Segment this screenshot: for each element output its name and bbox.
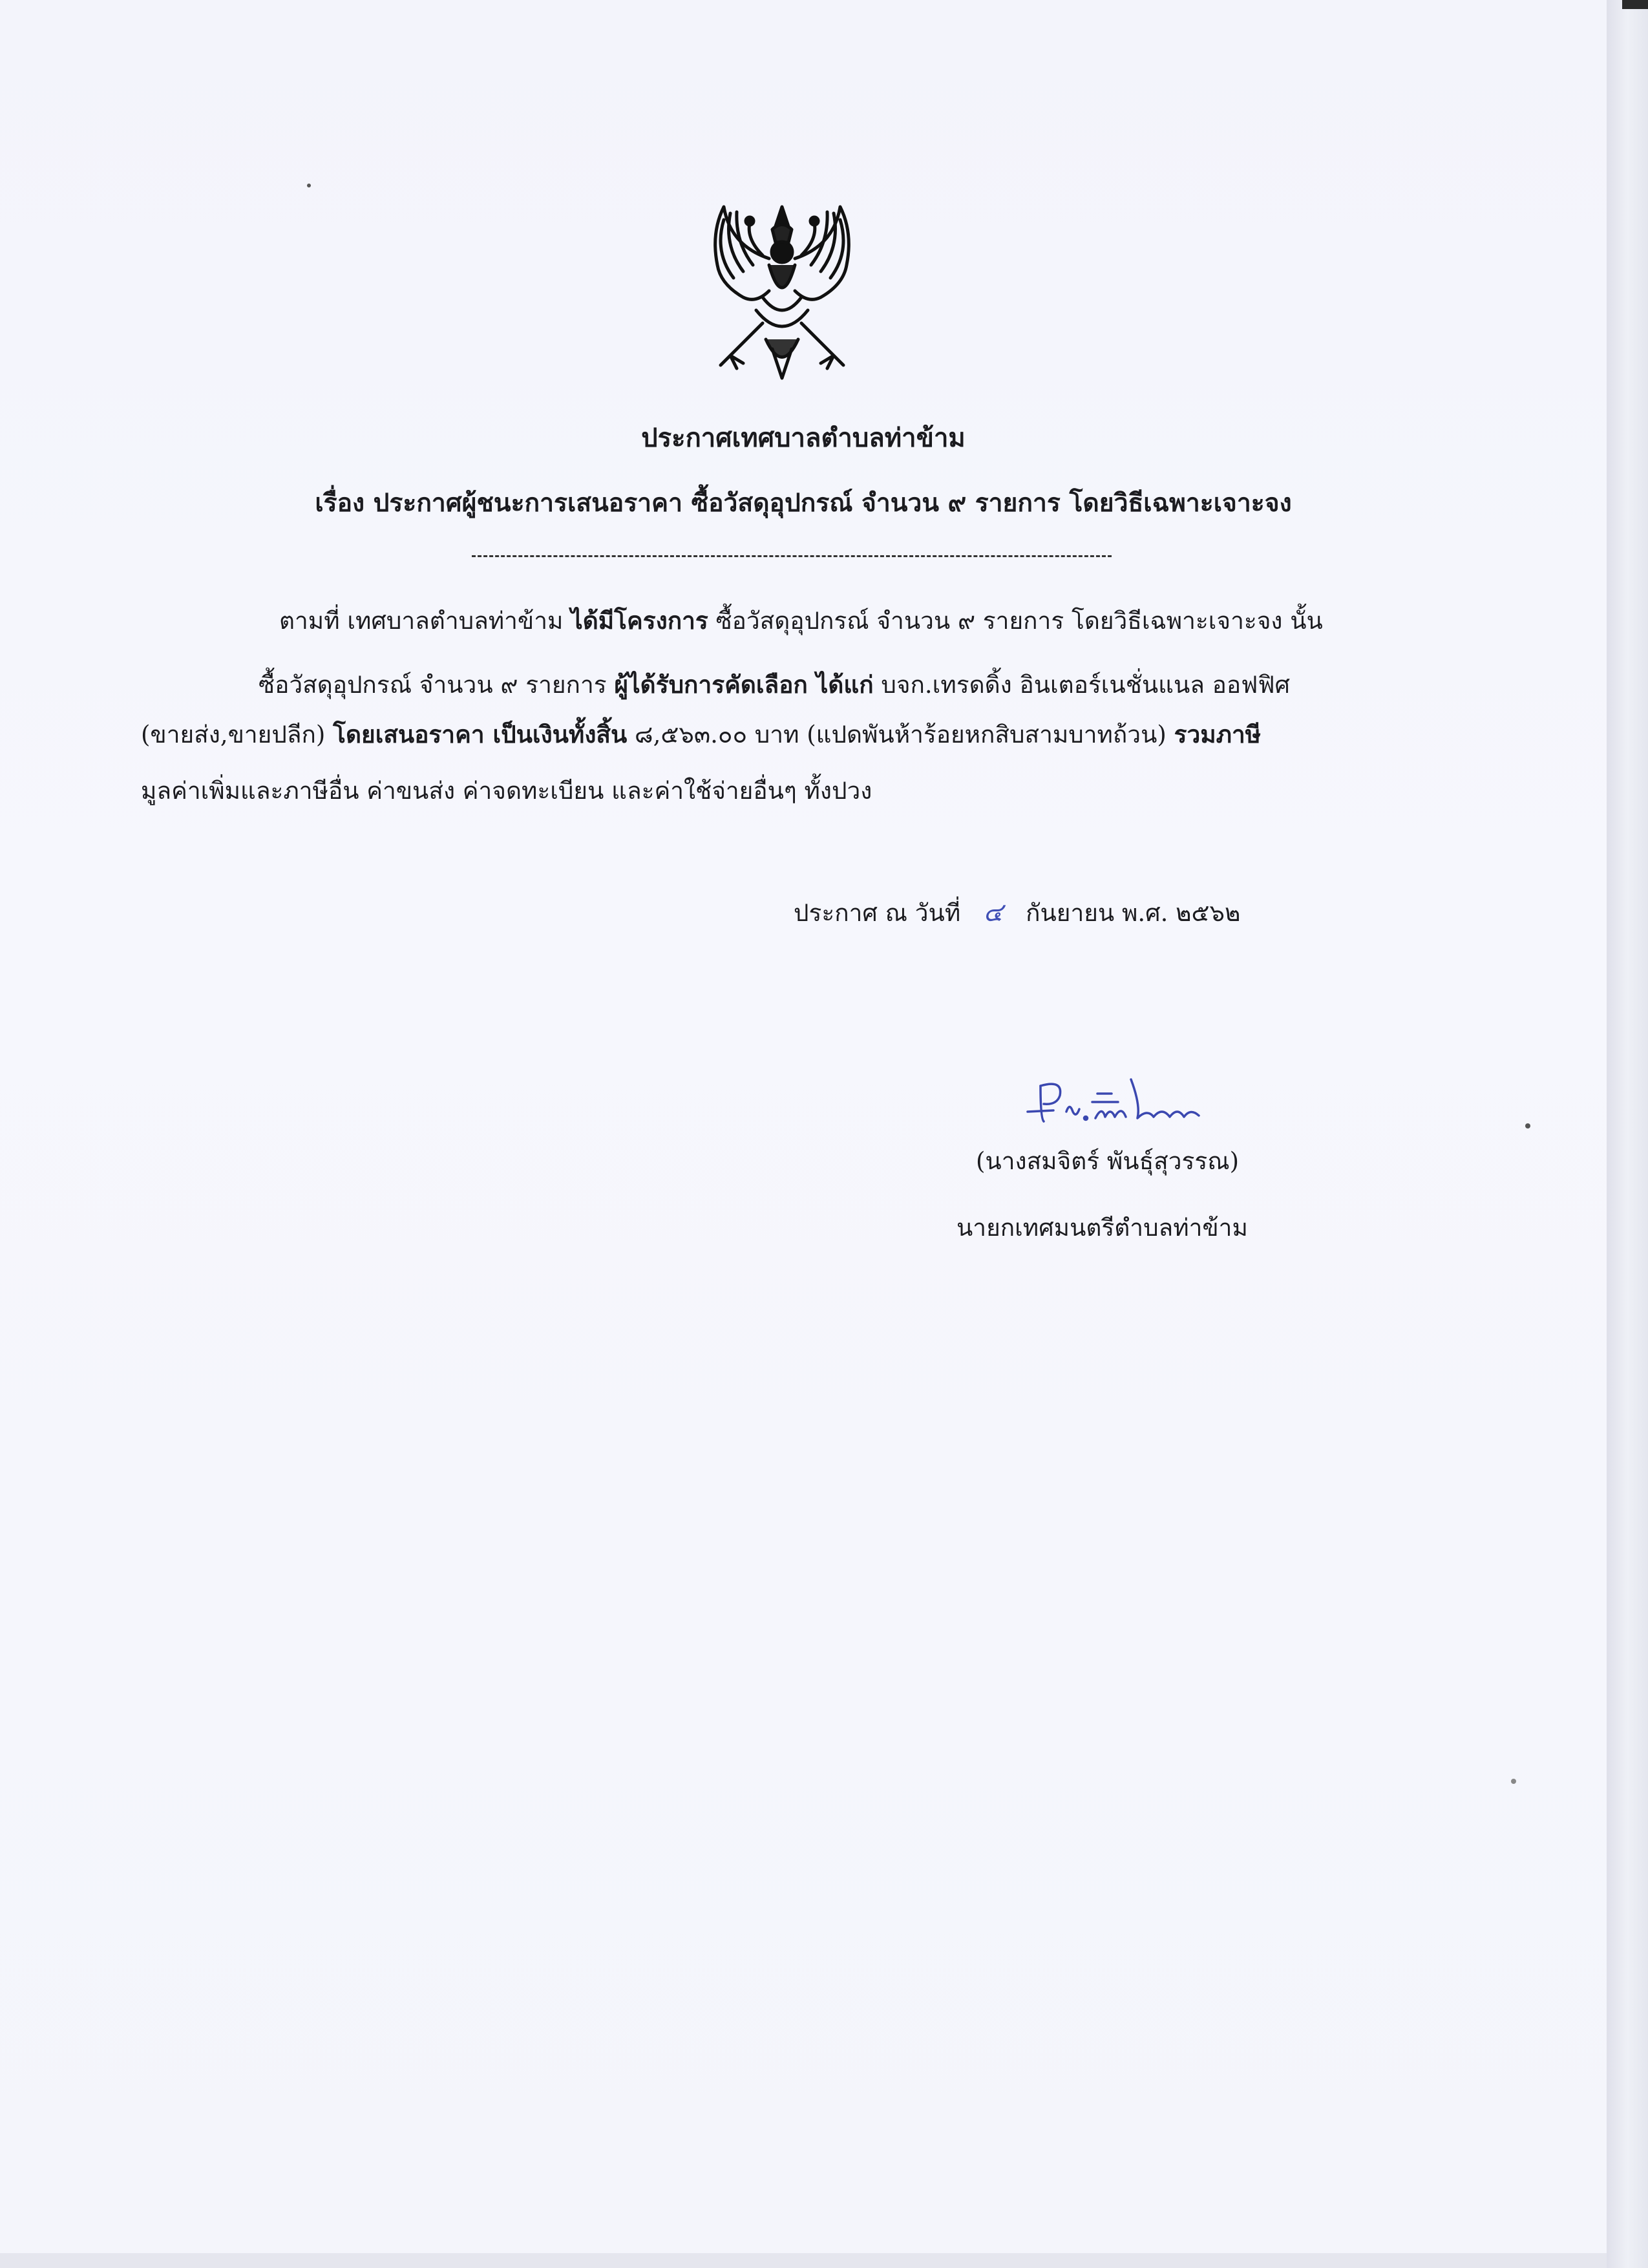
body-line-4: มูลค่าเพิ่มและภาษีอื่น ค่าขนส่ง ค่าจดทะเบียน และค่าใช้จ่ายอื่นๆ ทั้งปวง xyxy=(141,777,872,805)
body-line-1-part-a: ตามที่ เทศบาลตำบลท่าข้าม xyxy=(279,607,571,635)
announcement-date xyxy=(794,897,1240,929)
body-line-3 xyxy=(141,719,1261,750)
scan-speck xyxy=(1525,1123,1530,1129)
body-line-3-part-a: (ขายส่ง,ขายปลีก) xyxy=(141,721,333,748)
document-title: ประกาศเทศบาลตำบลท่าข้าม xyxy=(641,423,966,453)
separator-line xyxy=(472,555,1112,557)
body-line-3-part-d: รวมภาษี xyxy=(1174,720,1262,748)
signatory-name: (นางสมจิตร์ พันธุ์สุวรรณ) xyxy=(976,1147,1240,1175)
scan-edge-right xyxy=(1607,0,1648,2268)
date-rest: กันยายน พ.ศ. ๒๕๖๒ xyxy=(1026,899,1241,927)
scan-corner xyxy=(1622,0,1648,9)
signatory-position: นายกเทศมนตรีตำบลท่าข้าม xyxy=(956,1214,1248,1242)
garuda-emblem-icon xyxy=(685,194,879,381)
scan-edge-bottom xyxy=(0,2253,1607,2268)
body-line-2 xyxy=(259,669,1290,701)
scan-speck xyxy=(307,184,311,187)
body-line-2-part-a: ซื้อวัสดุอุปกรณ์ จำนวน ๙ รายการ xyxy=(259,671,615,699)
body-line-1 xyxy=(279,605,1323,637)
date-prefix: ประกาศ ณ วันที่ xyxy=(794,899,961,927)
body-line-1-part-c: ซื้อวัสดุอุปกรณ์ จำนวน ๙ รายการ โดยวิธีเฉพาะเจาะจง นั้น xyxy=(708,607,1323,635)
body-line-2-part-c: บจก.เทรดดิ้ง อินเตอร์เนชั่นแนล ออฟฟิศ xyxy=(873,671,1291,699)
body-line-2-part-b: ผู้ได้รับการคัดเลือก ได้แก่ xyxy=(614,670,874,699)
body-line-1-part-b: ได้มีโครงการ xyxy=(571,606,708,635)
body-line-3-part-c: ๘,๕๖๓.๐๐ บาท (แปดพันห้าร้อยหกสิบสามบาทถ้วน) xyxy=(627,721,1174,748)
signature-mark xyxy=(1015,1066,1234,1138)
document-subject: เรื่อง ประกาศผู้ชนะการเสนอราคา ซื้อวัสดุอุปกรณ์ จำนวน ๙ รายการ โดยวิธีเฉพาะเจาะจง xyxy=(315,488,1292,518)
date-day: ๔ xyxy=(983,898,1003,927)
scan-speck xyxy=(1511,1779,1516,1784)
body-line-3-part-b: โดยเสนอราคา เป็นเงินทั้งสิ้น xyxy=(333,720,628,748)
